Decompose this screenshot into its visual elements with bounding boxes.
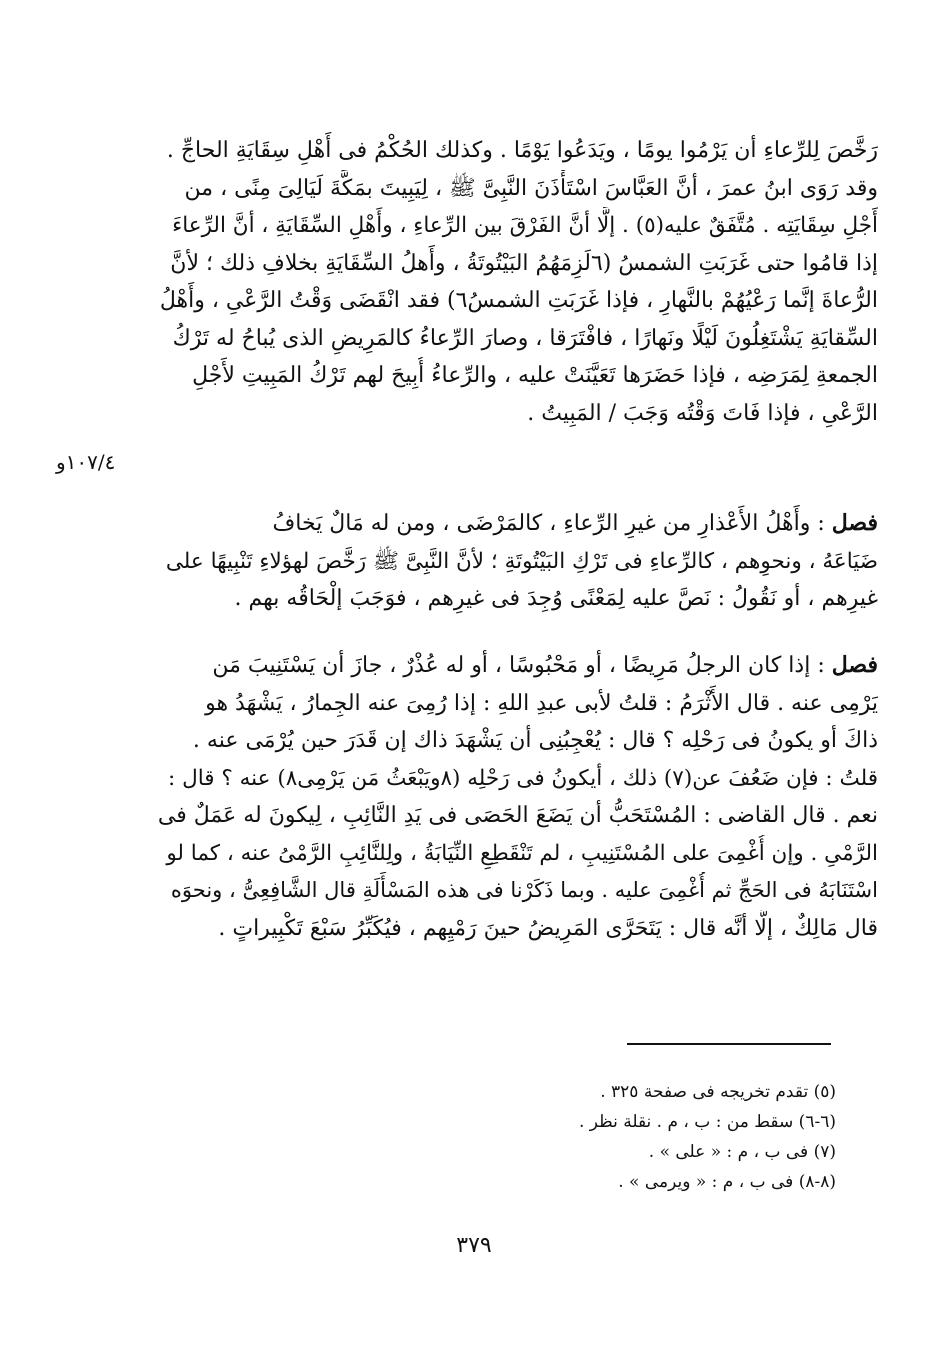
paragraph-1-line: الجمعةِ لِمَرَضِه ، فإذا حَضَرَها تَعَيَّنَتْ عليه ، والرِّعاءُ أُبِيحَ لهم تَرْكُ المَبِيتِ لأَجْلِ xyxy=(192,363,878,388)
paragraph-2-first-line xyxy=(158,505,878,543)
paragraph-3-line: اسْتَنَابَهُ فى الحَجِّ ثم أُغْمِىَ عليه . وبما ذَكَرْنا فى هذه المَسْأَلَةِ قال الشَّافِعِىُّ ، ونحوَه xyxy=(170,878,878,902)
paragraph-2-line: غيرِهم ، أو نَقُولُ : نَصَّ عليه لِمَعْنًى وُجِدَ فى غيرِهم ، فوَجَبَ إلْحَاقُه بهم . xyxy=(234,586,878,611)
page-number: ٣٧٩ xyxy=(456,1233,492,1258)
paragraph-1-line: إذا قامُوا حتى غَرَبَتِ الشمسُ (٦لَزِمَهُمُ البَيْتُوتَةُ ، وأَهلُ السِّقَايَةِ بخلافِ ذلك ؛ لأنَّ xyxy=(170,250,878,276)
paragraph-3-line: الرَّمْىِ . وإن أُغْمِىَ على المُسْتَنِيبِ ، لم تَنْقَطِعِ النِّيَابَةُ ، ولِلنَّائِبِ الرَّمْىُ عنه ، كما لو xyxy=(166,840,878,866)
footnote: (٦-٦) سقط من : ب ، م . نقلة نظر . xyxy=(578,1112,836,1132)
paragraph-3-line: يَرْمِى عنه . قال الأَثْرَمُ : قلتُ لأبى عبدِ اللهِ : إذا رُمِىَ عنه الجِمارُ ، يَشْهَدُ هو xyxy=(205,690,878,716)
paragraph-2 xyxy=(158,505,878,618)
paragraph-3 xyxy=(158,647,878,947)
footnote: (٥) تقدم تخريجه فى صفحة ٣٢٥ . xyxy=(600,1082,836,1102)
paragraph-3-line: قال مَالِكٌ ، إلَّا أنَّه قال : يَتَحَرَّى المَرِيضُ حينَ رَمْيِهم ، فيُكَبِّرُ سَبْعَ تَكْبِيراتٍ . xyxy=(218,915,878,941)
section-heading-fasl: فصل xyxy=(831,652,878,678)
paragraph-2-line: ضَيَاعَهُ ، ونحوِهم ، كالرِّعاءِ فى تَرْكِ البَيْتُوتَةِ ؛ لأنَّ النَّبِىَّ ﷺ رَخَّصَ لهؤلاءِ تَنْبِيهًا على xyxy=(165,548,878,574)
section-heading-fasl: فصل xyxy=(831,510,878,536)
paragraph-1 xyxy=(158,132,878,432)
paragraph-1-line: الرَّعْىِ ، فإذا فَاتَ وَقْتُه وَجَبَ / المَبِيتُ . xyxy=(527,400,878,426)
margin-folio-note: ١٠٧/٤و xyxy=(56,450,116,474)
paragraph-3-line: نعم . قال القاضى : المُسْتَحَبُّ أن يَضَعَ الحَصَى فى يَدِ النَّائِبِ ، لِيكونَ له عَمَلٌ فى xyxy=(158,803,878,828)
paragraph-1-line: وقد رَوَى ابنُ عمرَ ، أنَّ العَبَّاسَ اسْتَأْذَنَ النَّبِىَّ ﷺ ، لِيَبِيتَ بمَكَّةَ لَيَالِىَ مِنًى ، من xyxy=(184,175,878,201)
paragraph-1-line: رَخَّصَ لِلرِّعاءِ أن يَرْمُوا يومًا ، ويَدَعُوا يَوْمًا . وكذلك الحُكْمُ فى أَهْلِ سِقَايَةِ الحاجِّ . xyxy=(166,138,878,163)
paragraph-3-line: ذاكَ أو يكونُ فى رَحْلِه ؟ قال : يُعْجِبُنِى أن يَشْهَدَ ذاك إن قَدَرَ حين يُرْمَى عنه . xyxy=(192,728,878,753)
paragraph-3-line: قلتُ : فإن ضَعُفَ عن(٧) ذلك ، أيكونُ فى رَحْلِه (٨ويَبْعَثُ مَن يَرْمِى٨) عنه ؟ قال : xyxy=(168,765,878,791)
footnote: (٧) فى ب ، م : « على » . xyxy=(648,1142,836,1162)
paragraph-1-line: أَجْلِ سِقَايَتِه . مُتَّفَقٌ عليه(٥) . إلَّا أنَّ الفَرْقَ بين الرِّعاءِ ، وأَهْلِ السِّقَايَةِ ، أنَّ الرِّعاءَ xyxy=(172,213,878,238)
footnotes xyxy=(480,1077,836,1197)
paragraph-1-line: الرُّعاةَ إنَّما رَعْيُهُمْ بالنَّهارِ ، فإذا غَرَبَتِ الشمسُ٦) فقد انْقَضَى وَقْتُ الرَّعْىِ ، وأَهْلُ xyxy=(159,288,878,313)
paragraph-2-line-text: : وأَهْلُ الأَعْذارِ من غيرِ الرِّعاءِ ، كالمَرْضَى ، ومن له مَالٌ يَخافُ xyxy=(272,511,832,536)
paragraph-1-line: السِّقايَةِ يَشْتَغِلُونَ لَيْلًا ونَهارًا ، فافْتَرَقا ، وصارَ الرِّعاءُ كالمَرِيضِ الذى يُباحُ له تَرْكُ xyxy=(172,325,878,351)
paragraph-3-line-text: : إذا كان الرجلُ مَرِيضًا ، أو مَحْبُوسًا ، أو له عُذْرٌ ، جازَ أن يَسْتَنِيبَ مَن xyxy=(212,653,832,678)
paragraph-3-first-line xyxy=(158,647,878,685)
footnote: (٨-٨) فى ب ، م : « ويرمى » . xyxy=(618,1172,836,1192)
footnote-separator-rule xyxy=(627,1043,831,1045)
